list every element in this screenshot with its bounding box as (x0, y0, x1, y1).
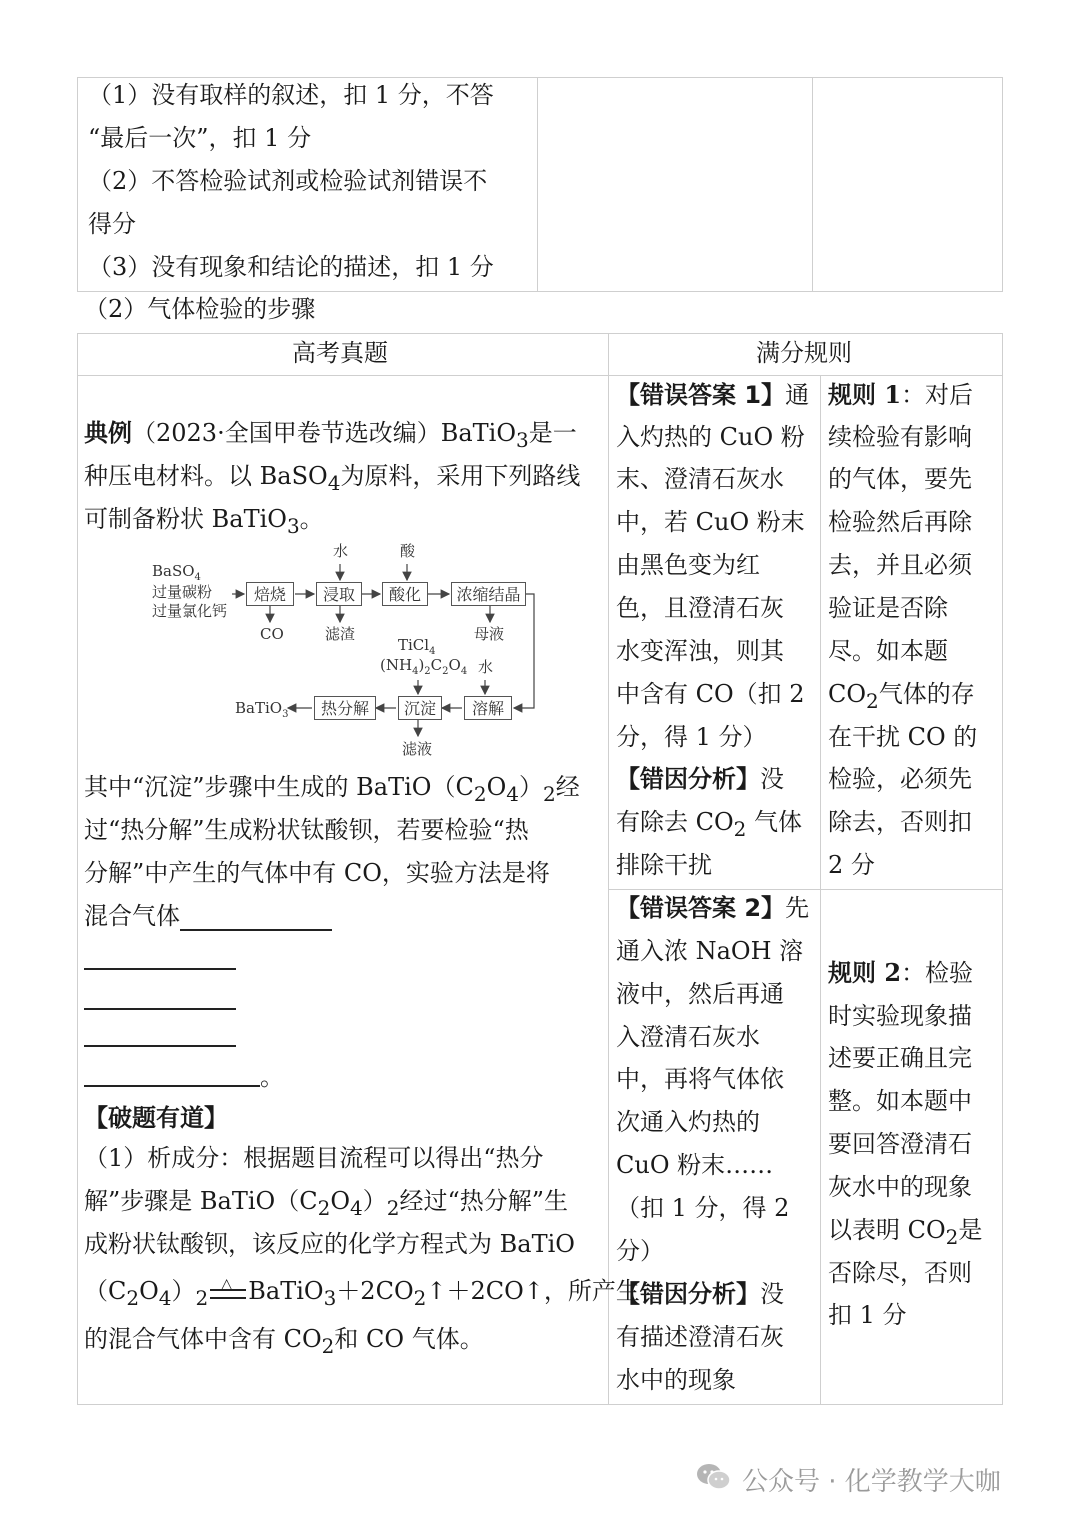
sub: 4 (506, 781, 519, 806)
top-table-line-1: （1）没有取样的叙述，扣 1 分，不答 (88, 81, 494, 109)
analysis-line-4 (84, 1276, 640, 1313)
sub: 4 (460, 666, 468, 677)
flow-co: CO (260, 625, 284, 643)
question-line-3: 分解”中产生的气体中有 CO，实验方法是将 (84, 859, 550, 887)
delta-symbol: △ (221, 1275, 233, 1292)
flow-step-dissolve: 溶解 (464, 696, 512, 720)
sub: 4 (327, 470, 341, 495)
wrong1-cause-title: 【错因分析】 (616, 765, 760, 793)
sub: 4 (158, 1285, 172, 1310)
rule1-line-2: 续检验有影响 (828, 423, 972, 451)
rule1-line-11: 除去，否则扣 (828, 808, 972, 836)
top-table-line-4: 得分 (88, 210, 136, 238)
sub: 2 (866, 688, 879, 713)
text: 通 (785, 381, 810, 409)
wrong2-line-8: （扣 1 分，得 2 (616, 1194, 790, 1222)
text: C (430, 656, 443, 674)
main-table-col-divider (608, 333, 609, 1405)
text: ＋2CO (336, 1277, 414, 1305)
text: 没 (760, 765, 784, 793)
rule2-line-7 (828, 1215, 982, 1252)
question-line-2: 过“热分解”生成粉状钛酸钡，若要检验“热 (84, 816, 529, 844)
heat-equals-sign (208, 1275, 248, 1305)
wrong2-line-9: 分） (616, 1237, 664, 1265)
wrong2-cause-line-3: 水中的现象 (616, 1366, 736, 1394)
wrong2-line-1 (616, 893, 809, 923)
text: BaTiO (235, 699, 283, 717)
text: 种压电材料。以 BaSO (84, 462, 328, 490)
text: 经 (555, 773, 580, 801)
wrong1-line-6: 色，且澄清石灰 (616, 594, 784, 622)
top-table-divider-1 (537, 77, 538, 292)
text: 。 (299, 505, 324, 533)
wrong1-cause-line-1 (616, 764, 784, 794)
answer-period: 。 (260, 1063, 284, 1091)
question-line-4 (84, 901, 332, 931)
flow-input-cacl2: 过量氯化钙 (152, 602, 228, 620)
text: CO (828, 680, 867, 708)
text: 解”步骤是 BaTiO（C (84, 1187, 318, 1215)
wrong1-cause-line-2 (616, 807, 802, 844)
sub: 3 (516, 427, 529, 452)
wechat-icon (695, 1462, 733, 1492)
wrong2-line-2: 通入浓 NaOH 溶 (616, 937, 804, 965)
sub: 2 (543, 781, 556, 806)
flow-step-precipitate: 沉淀 (398, 696, 442, 720)
text: （2023·全国甲卷节选改编）BaTiO (132, 419, 517, 447)
section-heading: （2）气体检验的步骤 (84, 295, 316, 323)
analysis-line-5 (84, 1324, 484, 1361)
wrong1-line-8: 中含有 CO（扣 2 (616, 680, 805, 708)
rule1-line-1 (828, 380, 973, 410)
watermark-text: 公众号 · 化学教学大咖 (742, 1467, 1001, 1497)
top-table-line-3: （2）不答检验试剂或检验试剂错误不 (88, 167, 488, 195)
wrong1-cause-line-3: 排除干扰 (616, 851, 712, 879)
top-table-line-2: “最后一次”，扣 1 分 (88, 124, 312, 152)
sub: 4 (429, 646, 436, 657)
text: O (486, 773, 507, 801)
wrong2-cause-title: 【错因分析】 (616, 1280, 760, 1308)
flow-water-mid: 水 (478, 658, 494, 676)
text: O (330, 1187, 350, 1215)
text: 气体 (746, 808, 803, 836)
sub: 2 (413, 1285, 427, 1310)
rule1-line-4: 检验然后再除 (828, 508, 972, 536)
wrong2-line-6: 次通入灼热的 (616, 1108, 760, 1136)
rule1-line-5: 去，并且必须 (828, 551, 972, 579)
text: TiCl (398, 636, 430, 654)
flow-step-leach: 浸取 (316, 582, 362, 606)
flow-oxalate (380, 656, 467, 681)
flow-step-crystallize: 浓缩结晶 (451, 582, 526, 606)
rule1-line-8 (828, 679, 975, 716)
rule1-line-6: 验证是否除 (828, 594, 948, 622)
rule2-line-1 (828, 958, 973, 988)
text: 混合气体 (84, 902, 180, 930)
flow-residue: 滤渣 (325, 625, 356, 643)
wrong2-cause-line-2: 有描述澄清石灰 (616, 1323, 784, 1351)
flowchart-arrows (140, 540, 560, 765)
sub: 3 (286, 513, 300, 538)
rule2-line-3: 述要正确且完 (828, 1044, 972, 1072)
flow-step-acidify: 酸化 (382, 582, 428, 606)
rule1-line-3: 的气体，要先 (828, 465, 972, 493)
analysis-title: 【破题有道】 (84, 1104, 228, 1132)
rule1-line-9: 在干扰 CO 的 (828, 723, 978, 751)
wrong1-line-4: 中，若 CuO 粉末 (616, 508, 805, 536)
text: 有除去 CO (616, 808, 734, 836)
wrong2-line-3: 液中，然后再通 (616, 980, 784, 1008)
text: 以表明 CO (828, 1216, 946, 1244)
header-left: 高考真题 (292, 339, 388, 367)
double-bar (210, 1289, 246, 1299)
wrong1-line-3: 末、澄清石灰水 (616, 465, 784, 493)
text: 气体的存 (878, 680, 975, 708)
sub: 2 (733, 816, 747, 841)
sub: 2 (386, 1195, 400, 1220)
analysis-line-3: 成粉状钛酸钡，该反应的化学方程式为 BaTiO (84, 1230, 575, 1258)
text: ） (362, 1187, 387, 1215)
main-table-row-rule (608, 889, 1003, 890)
main-table-header-rule (77, 375, 1003, 376)
answer-blank-3[interactable] (84, 1008, 236, 1010)
flow-step-roast: 焙烧 (246, 582, 294, 606)
rule1-line-10: 检验，必须先 (828, 765, 972, 793)
flow-step-decompose: 热分解 (314, 696, 376, 720)
answer-blank-1[interactable] (180, 905, 332, 931)
flow-water-top: 水 (333, 542, 349, 560)
top-table-line-5: （3）没有现象和结论的描述，扣 1 分 (88, 253, 494, 281)
header-right: 满分规则 (756, 339, 852, 367)
text: BaSO (152, 562, 195, 580)
sub: 4 (350, 1195, 363, 1220)
text: 和 CO 气体。 (334, 1325, 484, 1353)
rule1-title: 规则 1 (828, 380, 902, 409)
sub: 2 (424, 666, 431, 677)
wrong2-line-7: CuO 粉末…… (616, 1151, 774, 1179)
analysis-line-1: （1）析成分：根据题目流程可以得出“热分 (84, 1144, 544, 1172)
wrong1-line-7: 水变浑浊，则其 (616, 637, 784, 665)
sub: 2 (321, 1333, 335, 1358)
example-line-2 (84, 461, 580, 498)
answer-blank-2[interactable] (84, 968, 236, 970)
wrong2-line-4: 入澄清石灰水 (616, 1023, 760, 1051)
answer-blank-5[interactable] (84, 1085, 260, 1087)
rule2-line-5: 要回答澄清石 (828, 1130, 972, 1158)
wrong2-title: 【错误答案 2】 (616, 894, 786, 922)
answer-blank-4[interactable] (84, 1045, 236, 1047)
text: 为原料，采用下列路线 (340, 462, 581, 490)
sub: 2 (442, 666, 449, 677)
sub: 3 (282, 709, 289, 720)
sub: 2 (945, 1224, 959, 1249)
rule2-title: 规则 2 (828, 958, 902, 987)
sub: 4 (412, 666, 419, 677)
rule2-line-8: 否除尽，否则 (828, 1259, 972, 1287)
text: O (139, 1277, 159, 1305)
text: 其中“沉淀”步骤中生成的 BaTiO（C (84, 773, 474, 801)
text: 经过“热分解”生 (399, 1187, 569, 1215)
rule2-line-9: 扣 1 分 (828, 1301, 907, 1329)
analysis-line-2 (84, 1186, 568, 1223)
example-line-3 (84, 504, 324, 541)
wrong1-line-1 (616, 380, 809, 410)
text: （C (84, 1277, 127, 1305)
flow-mother-liquor: 母液 (474, 625, 505, 643)
sub: 2 (473, 781, 487, 806)
text: ） (171, 1277, 196, 1305)
flowchart (140, 540, 560, 765)
text: 的混合气体中含有 CO (84, 1325, 322, 1353)
rule1-line-12: 2 分 (828, 851, 875, 879)
wrong1-title: 【错误答案 1】 (616, 381, 786, 409)
rule2-line-4: 整。如本题中 (828, 1087, 972, 1115)
flow-product (235, 699, 288, 724)
text: O (448, 656, 461, 674)
text: (NH (380, 656, 413, 674)
text: ↑＋2CO↑，所产生 (426, 1277, 640, 1305)
wrong2-line-5: 中，再将气体依 (616, 1065, 784, 1093)
question-line-1 (84, 772, 580, 809)
sub: 3 (323, 1285, 337, 1310)
text: 没 (760, 1280, 784, 1308)
wrong2-cause-line-1 (616, 1279, 784, 1309)
flow-filtrate: 滤液 (402, 740, 433, 758)
text: 可制备粉状 BaTiO (84, 505, 287, 533)
rule2-line-6: 灰水中的现象 (828, 1173, 972, 1201)
text: 是 (958, 1216, 983, 1244)
rule2-line-2: 时实验现象描 (828, 1002, 972, 1030)
sub: 4 (194, 572, 201, 583)
example-label: 典例 (84, 418, 132, 447)
sub: 2 (195, 1285, 209, 1310)
text: BaTiO (248, 1277, 324, 1305)
text: ：对后 (901, 381, 974, 409)
flow-input-carbon: 过量碳粉 (152, 583, 213, 601)
example-line-1 (84, 418, 577, 455)
top-table-divider-2 (812, 77, 813, 292)
wrong1-line-5: 由黑色变为红 (616, 551, 760, 579)
main-table-subcol-divider (820, 375, 821, 1405)
sub: 2 (126, 1285, 140, 1310)
text: ) (418, 656, 425, 674)
text: 先 (785, 894, 810, 922)
rule1-line-7: 尽。如本题 (828, 637, 948, 665)
wrong1-line-9: 分，得 1 分） (616, 723, 767, 751)
sub: 2 (317, 1195, 331, 1220)
flow-acid-top: 酸 (400, 542, 416, 560)
text: 是一 (528, 419, 577, 447)
wrong1-line-2: 入灼热的 CuO 粉 (616, 423, 805, 451)
text: ：检验 (901, 959, 974, 987)
text: ） (519, 773, 543, 801)
